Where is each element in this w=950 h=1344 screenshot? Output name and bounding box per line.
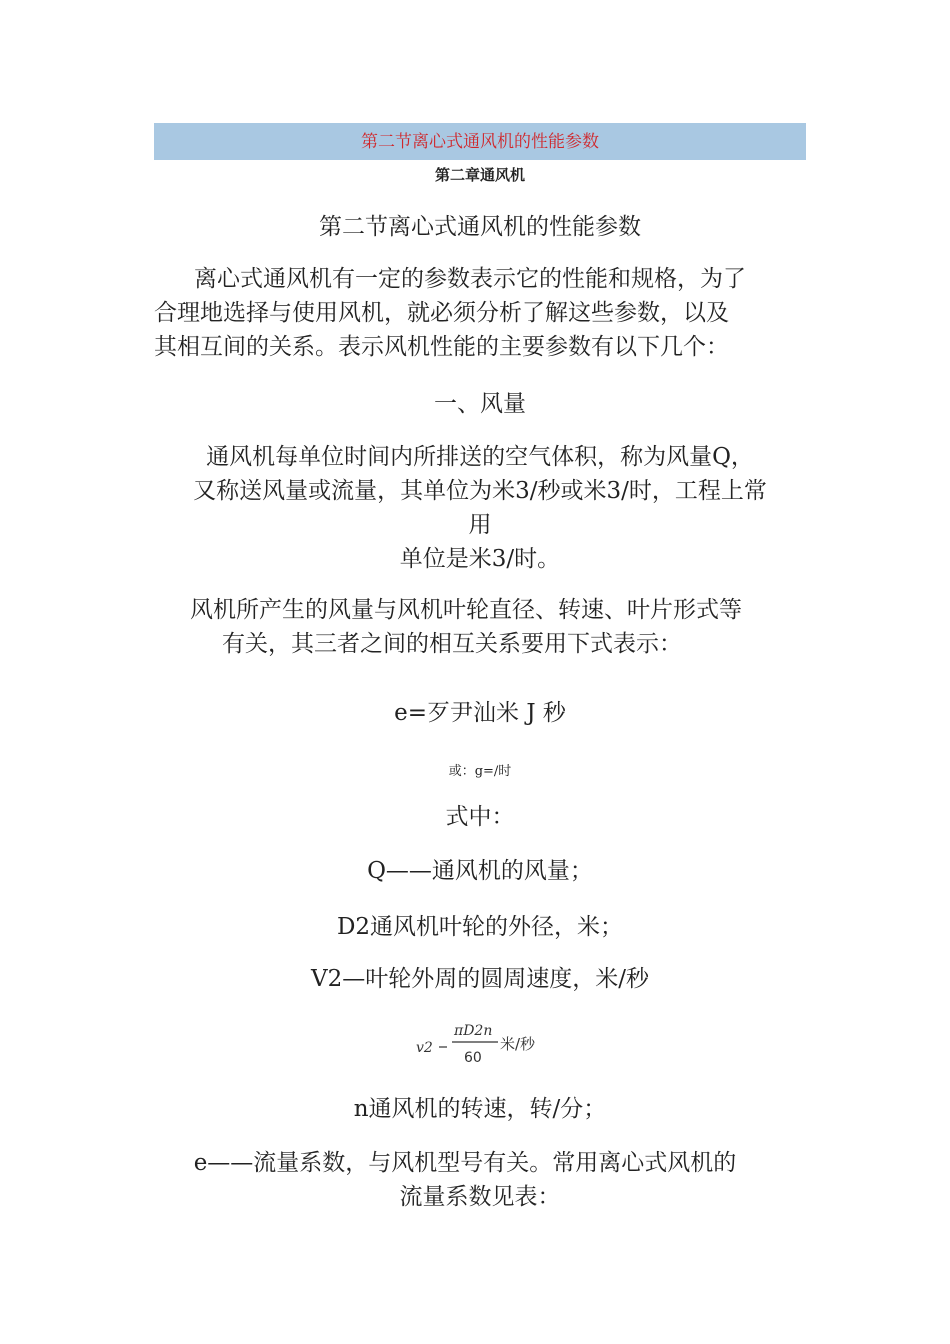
airflow-line-1: 通风机每单位时间内所排送的空气体积，称为风量Q，: [206, 444, 754, 470]
relation-line-1: 风机所产生的风量与风机叶轮直径、转速、叶片形式等: [190, 597, 742, 623]
def-v2: V2—叶轮外周的圆周速度，米/秒: [311, 966, 649, 992]
def-q: Q——通风机的风量；: [367, 858, 593, 884]
airflow-line-3: 用: [468, 512, 492, 538]
formula-unit: 米/秒: [500, 1035, 536, 1053]
banner-title: 第二节离心式通风机的性能参数: [361, 132, 599, 152]
intro-paragraph: [154, 262, 806, 364]
relation-line-2: 有关，其三者之间的相互关系要用下式表示：: [222, 631, 682, 657]
def-e-paragraph: [154, 1146, 806, 1214]
title-banner: [154, 123, 806, 160]
section-title: 第二节离心式通风机的性能参数: [319, 214, 641, 240]
airflow-paragraph: [154, 440, 806, 576]
airflow-line-2: 又称送风量或流量，其单位为米3/秒或米3/时，工程上常: [193, 478, 767, 504]
intro-line-3: 其相互间的关系。表示风机性能的主要参数有以下几个：: [154, 334, 729, 360]
def-d2: D2通风机叶轮的外径，米；: [336, 914, 624, 940]
formula-numerator: πD2n: [454, 1023, 493, 1039]
def-e-line-2: 流量系数见表：: [399, 1184, 561, 1210]
formula-1: e=歹尹汕米 J 秒: [394, 700, 566, 726]
formula-lhs: v2: [416, 1040, 433, 1056]
where-label: 式中：: [445, 804, 515, 830]
formula-denominator: 60: [464, 1050, 482, 1066]
velocity-formula-image: [414, 1018, 549, 1070]
formula-2: 或：g=/时: [448, 764, 512, 779]
relation-paragraph: [154, 593, 806, 661]
def-n: n通风机的转速，转/分；: [353, 1096, 607, 1122]
def-e-line-1: e——流量系数，与风机型号有关。常用离心式风机的: [193, 1150, 737, 1176]
heading-airflow: 一、风量: [434, 391, 526, 417]
intro-line-2: 合理地选择与使用风机，就必须分析了解这些参数，以及: [154, 300, 729, 326]
airflow-line-4: 单位是米3/时。: [399, 546, 561, 572]
chapter-title: 第二章通风机: [434, 166, 525, 184]
intro-line-1: 离心式通风机有一定的参数表示它的性能和规格，为了: [194, 266, 746, 292]
